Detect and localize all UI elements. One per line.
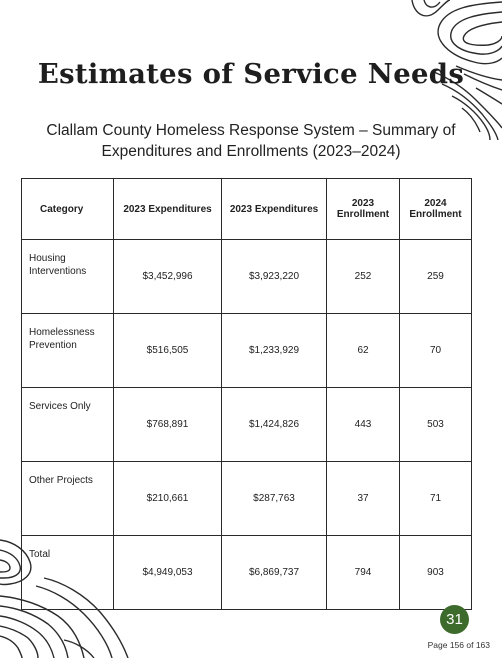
- table-caption-line-2: Expenditures and Enrollments (2023–2024): [101, 143, 401, 160]
- header-2023-expenditures: 2023 Expenditures: [114, 179, 222, 240]
- header-2024-enrollment: [400, 179, 472, 240]
- topographic-contour-bottom-left: [0, 520, 130, 658]
- cell-2023-enrollment: 252: [327, 240, 400, 314]
- cell-2023-enrollment: 37: [327, 462, 400, 536]
- cell-2023-expenditures-second: $287,763: [222, 462, 327, 536]
- row-category: [22, 314, 114, 388]
- row-category-line: Services Only: [29, 401, 91, 412]
- table-caption: [38, 120, 464, 162]
- header-2023-enrollment-year: 2023: [351, 198, 375, 209]
- header-2024-enrollment-year: 2024: [424, 198, 447, 209]
- row-category-line: Housing: [29, 253, 66, 264]
- table-row: [22, 240, 472, 314]
- cell-2023-expenditures-second: $1,424,826: [222, 388, 327, 462]
- page-number-badge: 31: [440, 605, 469, 634]
- header-category: Category: [22, 179, 114, 240]
- cell-2023-enrollment: 62: [327, 314, 400, 388]
- cell-2024-enrollment: 259: [400, 240, 472, 314]
- cell-2024-enrollment: 903: [400, 536, 472, 610]
- table-row: [22, 388, 472, 462]
- cell-2023-expenditures: $3,452,996: [114, 240, 222, 314]
- page-title: Estimates of Service Needs: [37, 58, 465, 90]
- cell-2023-expenditures: $768,891: [114, 388, 222, 462]
- cell-2023-expenditures: $4,949,053: [114, 536, 222, 610]
- cell-2023-expenditures: $516,505: [114, 314, 222, 388]
- header-2023-expenditures-second: 2023 Expenditures: [222, 179, 327, 240]
- cell-2023-expenditures: $210,661: [114, 462, 222, 536]
- header-2023-enrollment: [327, 179, 400, 240]
- row-category: [22, 388, 114, 462]
- header-2023-enrollment-label: Enrollment: [336, 209, 390, 220]
- header-2024-enrollment-label: Enrollment: [409, 209, 462, 220]
- cell-2024-enrollment: 70: [400, 314, 472, 388]
- cell-2023-enrollment: 443: [327, 388, 400, 462]
- table-row: [22, 314, 472, 388]
- table-caption-line-1: Clallam County Homeless Response System – Summary of: [46, 122, 456, 139]
- cell-2023-enrollment: 794: [327, 536, 400, 610]
- cell-2023-expenditures-second: $1,233,929: [222, 314, 327, 388]
- cell-2024-enrollment: 71: [400, 462, 472, 536]
- cell-2023-expenditures-second: $3,923,220: [222, 240, 327, 314]
- row-category-line: Total: [29, 549, 51, 560]
- cell-2024-enrollment: 503: [400, 388, 472, 462]
- row-category-line: Prevention: [29, 340, 77, 351]
- page-footer: Page 156 of 163: [427, 640, 490, 650]
- row-category: [22, 240, 114, 314]
- row-category-line: Interventions: [29, 266, 87, 277]
- cell-2023-expenditures-second: $6,869,737: [222, 536, 327, 610]
- row-category-line: Homelessness: [29, 327, 95, 338]
- table-header-row: [22, 179, 472, 240]
- row-category-line: Other Projects: [29, 475, 93, 486]
